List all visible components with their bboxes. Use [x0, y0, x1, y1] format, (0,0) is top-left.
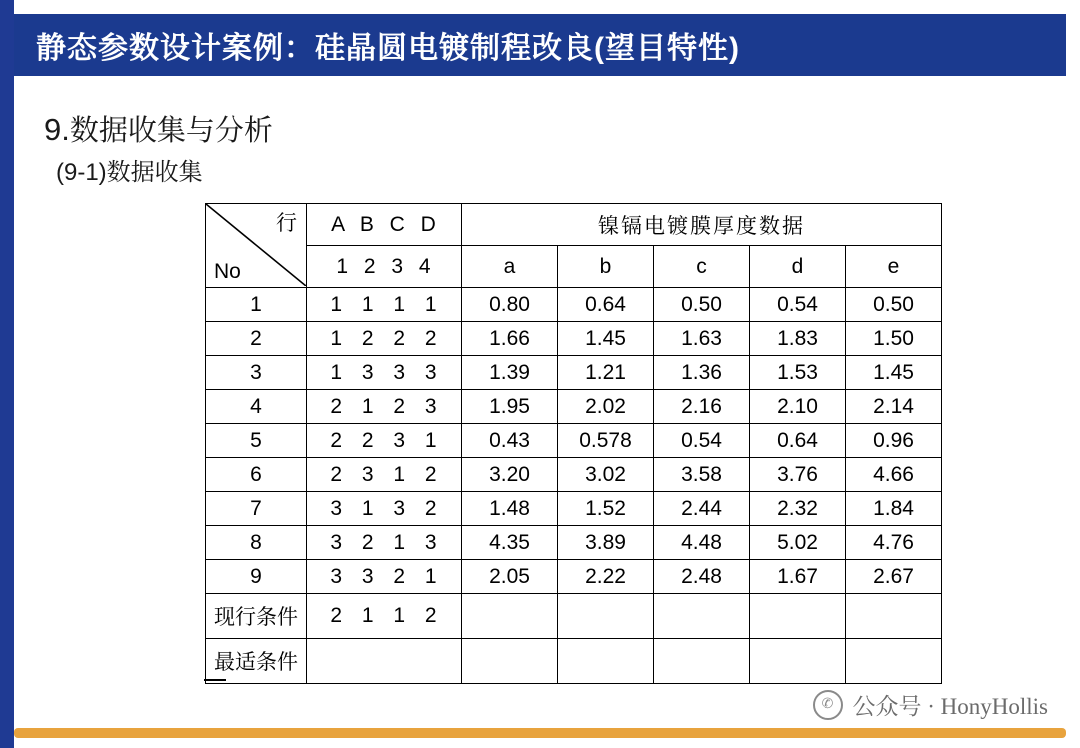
row-value-a: 4.35 [462, 526, 558, 560]
table-row [206, 526, 942, 560]
row-no: 8 [206, 526, 307, 560]
row-value-a: 0.80 [462, 288, 558, 322]
current-condition-label: 现行条件 [206, 594, 307, 639]
factor-header-cell: A B C D [307, 204, 462, 246]
current-condition-row [206, 594, 942, 639]
row-value-a: 1.95 [462, 390, 558, 424]
measure-header-e: e [846, 246, 942, 288]
row-value-b: 2.22 [558, 560, 654, 594]
row-levels: 1 3 3 3 [307, 356, 462, 390]
table-row [206, 560, 942, 594]
row-value-b: 3.89 [558, 526, 654, 560]
measure-header-a: a [462, 246, 558, 288]
row-value-e: 4.66 [846, 458, 942, 492]
row-value-a: 1.66 [462, 322, 558, 356]
row-value-e: 0.50 [846, 288, 942, 322]
row-value-d: 2.32 [750, 492, 846, 526]
row-no: 6 [206, 458, 307, 492]
row-value-b: 0.64 [558, 288, 654, 322]
table-header-row-2 [206, 246, 942, 288]
watermark-text: 公众号 · HonyHollis [852, 694, 1048, 719]
row-value-b: 1.52 [558, 492, 654, 526]
row-value-c: 2.16 [654, 390, 750, 424]
row-value-e: 1.45 [846, 356, 942, 390]
watermark [813, 688, 1049, 721]
row-no: 7 [206, 492, 307, 526]
level-header-cell: 1 2 3 4 [307, 246, 462, 288]
row-levels: 3 3 2 1 [307, 560, 462, 594]
row-value-d: 1.67 [750, 560, 846, 594]
corner-row-label: 行 [276, 212, 297, 235]
table-row [206, 390, 942, 424]
row-value-b: 1.21 [558, 356, 654, 390]
table-row [206, 424, 942, 458]
row-levels: 2 1 2 3 [307, 390, 462, 424]
row-no: 1 [206, 288, 307, 322]
row-value-c: 2.44 [654, 492, 750, 526]
row-value-e: 2.67 [846, 560, 942, 594]
row-levels: 1 2 2 2 [307, 322, 462, 356]
row-value-e: 1.84 [846, 492, 942, 526]
row-levels: 2 2 3 1 [307, 424, 462, 458]
row-value-d: 1.53 [750, 356, 846, 390]
row-no: 5 [206, 424, 307, 458]
optimal-condition-e [846, 639, 942, 684]
experiment-data-table [205, 203, 942, 684]
current-condition-d [750, 594, 846, 639]
section-number: 9. [44, 112, 70, 147]
footer-accent-bar [14, 728, 1066, 738]
row-no: 3 [206, 356, 307, 390]
row-levels: 3 2 1 3 [307, 526, 462, 560]
section-heading [44, 108, 273, 149]
row-levels: 2 3 1 2 [307, 458, 462, 492]
row-value-d: 3.76 [750, 458, 846, 492]
section-heading-text: 数据收集与分析 [69, 115, 273, 147]
row-value-d: 2.10 [750, 390, 846, 424]
row-value-b: 0.578 [558, 424, 654, 458]
optimal-condition-b [558, 639, 654, 684]
row-no: 4 [206, 390, 307, 424]
row-value-c: 0.54 [654, 424, 750, 458]
data-table-container [205, 203, 942, 684]
optimal-condition-label: 最适条件 [206, 639, 307, 684]
row-value-a: 1.48 [462, 492, 558, 526]
row-value-c: 3.58 [654, 458, 750, 492]
row-value-b: 1.45 [558, 322, 654, 356]
row-value-e: 0.96 [846, 424, 942, 458]
row-value-a: 0.43 [462, 424, 558, 458]
current-condition-b [558, 594, 654, 639]
measure-header-d: d [750, 246, 846, 288]
measure-header-b: b [558, 246, 654, 288]
optimal-condition-c [654, 639, 750, 684]
page-title: 静态参数设计案例：硅晶圆电镀制程改良(望目特性) [36, 32, 740, 65]
table-row [206, 288, 942, 322]
left-accent-bar [0, 0, 14, 748]
optimal-condition-row [206, 639, 942, 684]
measure-header-c: c [654, 246, 750, 288]
table-row [206, 322, 942, 356]
row-value-b: 2.02 [558, 390, 654, 424]
current-condition-e [846, 594, 942, 639]
row-value-c: 0.50 [654, 288, 750, 322]
table-header-row-1 [206, 204, 942, 246]
row-value-c: 2.48 [654, 560, 750, 594]
current-condition-levels: 2 1 1 2 [307, 594, 462, 639]
row-value-e: 4.76 [846, 526, 942, 560]
row-value-e: 1.50 [846, 322, 942, 356]
slide-title-band [14, 14, 1066, 76]
row-value-b: 3.02 [558, 458, 654, 492]
current-condition-a [462, 594, 558, 639]
table-corner-cell [206, 204, 307, 288]
optimal-condition-levels [307, 639, 462, 684]
optimal-condition-a [462, 639, 558, 684]
row-value-a: 2.05 [462, 560, 558, 594]
current-condition-c [654, 594, 750, 639]
sub-heading: (9-1)数据收集 [56, 159, 203, 186]
row-value-d: 5.02 [750, 526, 846, 560]
table-row [206, 458, 942, 492]
row-no: 2 [206, 322, 307, 356]
row-value-d: 0.54 [750, 288, 846, 322]
optimal-condition-d [750, 639, 846, 684]
wechat-icon: ✆ [813, 690, 843, 720]
row-value-a: 3.20 [462, 458, 558, 492]
row-value-d: 0.64 [750, 424, 846, 458]
row-levels: 3 1 3 2 [307, 492, 462, 526]
row-value-c: 1.63 [654, 322, 750, 356]
corner-no-label: No [214, 260, 241, 283]
table-row [206, 492, 942, 526]
row-value-a: 1.39 [462, 356, 558, 390]
measurement-group-header: 镍镉电镀膜厚度数据 [462, 204, 942, 246]
row-levels: 1 1 1 1 [307, 288, 462, 322]
row-value-c: 4.48 [654, 526, 750, 560]
row-value-e: 2.14 [846, 390, 942, 424]
row-value-d: 1.83 [750, 322, 846, 356]
table-row [206, 356, 942, 390]
table-bottom-tick [204, 679, 226, 681]
row-value-c: 1.36 [654, 356, 750, 390]
row-no: 9 [206, 560, 307, 594]
